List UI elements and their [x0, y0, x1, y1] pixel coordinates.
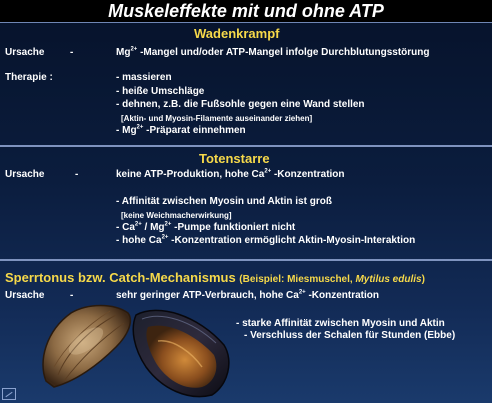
divider-1	[0, 145, 492, 147]
sperrtonus-ursache-text: sehr geringer ATP-Verbrauch, hohe $Ca^{2+}$ -Konzentration	[116, 289, 379, 301]
totenstarre-item-3: - hohe $Ca^{2+}$ -Konzentration ermöglicht Aktin-Myosin-Interaktion	[116, 234, 416, 246]
wadenkrampf-item-3: - dehnen, z.B. die Fußsohle gegen eine Wand stellen	[116, 99, 365, 110]
wadenkrampf-item-4: - $Mg^{2+}$ -Präparat einnehmen	[116, 124, 246, 136]
totenstarre-item-1: - Affinität zwischen Myosin und Aktin ist groß	[116, 196, 332, 207]
wadenkrampf-note: [Aktin- und Myosin-Filamente auseinander ziehen]	[121, 114, 313, 123]
totenstarre-dash: -	[75, 169, 79, 180]
sperrtonus-ursache-label: Ursache	[5, 290, 45, 301]
wadenkrampf-ursache-text: $Mg^{2+}$ -Mangel und/oder ATP-Mangel infolge Durchblutungsstörung	[116, 46, 430, 58]
totenstarre-ursache-label: Ursache	[5, 169, 45, 180]
sperrtonus-item-1: - starke Affinität zwischen Myosin und Aktin	[236, 318, 445, 329]
sperrtonus-dash: -	[70, 290, 74, 301]
heading-sperrtonus: Sperrtonus bzw. Catch-Mechanismus (Beispiel: Miesmuschel, Mytilus edulis)	[5, 270, 425, 285]
divider-2	[0, 259, 492, 261]
slide-nav-icon[interactable]	[2, 388, 16, 400]
heading-wadenkrampf: Wadenkrampf	[194, 26, 280, 41]
totenstarre-item-2: - $Ca^{2+} / Mg^{2+}$ -Pumpe funktioniert nicht	[116, 221, 296, 233]
totenstarre-ursache-text: keine ATP-Produktion, hohe $Ca^{2+}$ -Konzentration	[116, 168, 345, 180]
heading-totenstarre: Totenstarre	[199, 151, 270, 166]
wadenkrampf-ursache-label: Ursache	[5, 47, 45, 58]
mussel-shell-open-image	[128, 305, 236, 400]
wadenkrampf-item-1: - massieren	[116, 72, 172, 83]
sperrtonus-item-2: - Verschluss der Schalen für Stunden (Ebbe)	[244, 330, 456, 341]
wadenkrampf-item-2: - heiße Umschläge	[116, 86, 205, 97]
sperrtonus-example: (Beispiel: Miesmuschel, Mytilus edulis)	[239, 274, 425, 285]
wadenkrampf-therapie-label: Therapie :	[5, 72, 53, 83]
wadenkrampf-dash: -	[70, 47, 74, 58]
title-bar	[0, 0, 492, 23]
mussel-shell-closed-image	[36, 301, 136, 389]
totenstarre-note: [keine Weichmacherwirkung]	[121, 211, 232, 220]
slide-title: Muskeleffekte mit und ohne ATP	[108, 1, 384, 21]
